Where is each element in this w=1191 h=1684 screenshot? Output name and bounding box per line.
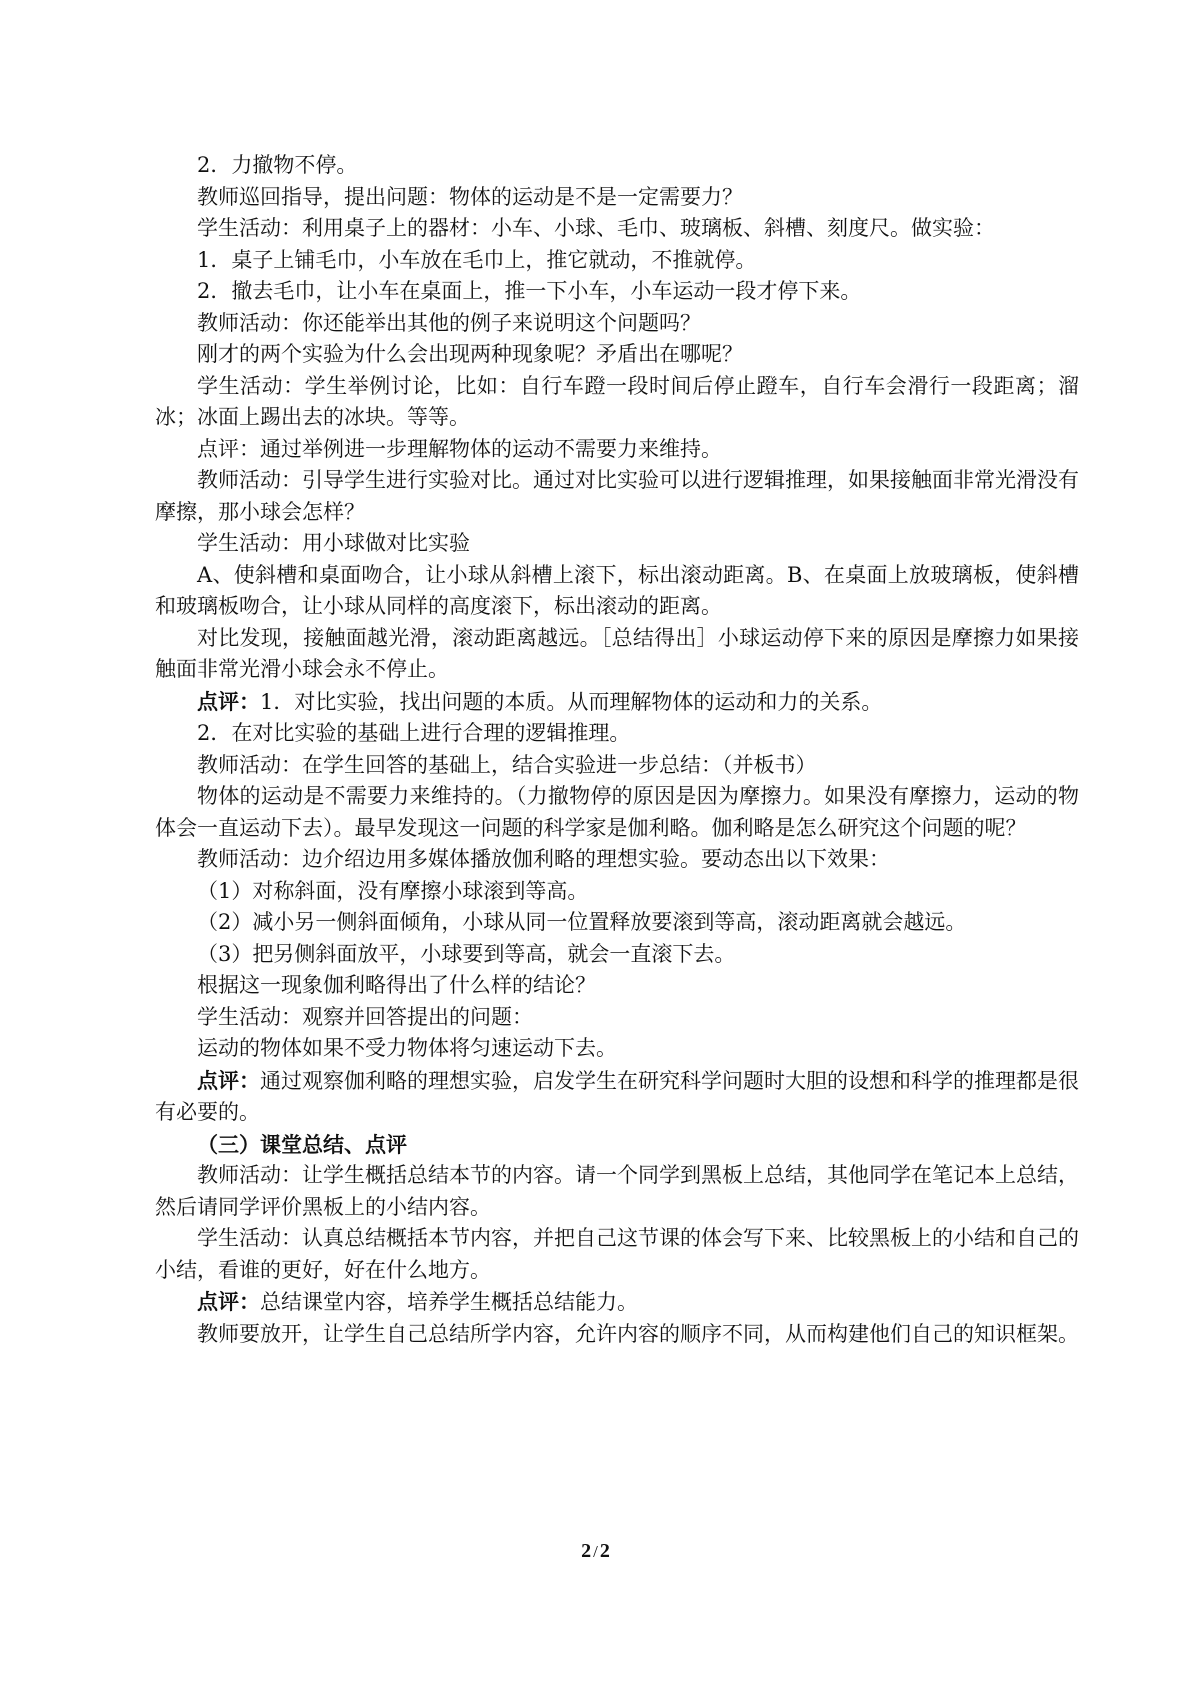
- paragraph: 教师巡回指导，提出问题：物体的运动是不是一定需要力？: [197, 184, 743, 209]
- paragraph: 教师活动：引导学生进行实验对比。通过对比实验可以进行逻辑推理，如果接触面非常光滑没有摩擦，那小球会怎样？: [155, 468, 1079, 524]
- paragraph: 根据这一现象伽利略得出了什么样的结论？: [197, 973, 596, 997]
- paragraph: 点评：通过举例进一步理解物体的运动不需要力来维持。: [197, 436, 722, 461]
- comment-lead: 点评：: [197, 1067, 260, 1093]
- comment-text: 通过观察伽利略的理想实验，启发学生在研究科学问题时大胆的设想和科学的推理都是很有必要的。: [155, 1068, 1079, 1124]
- page-number: [0, 1540, 1191, 1563]
- paragraph: A、使斜槽和桌面吻合，让小球从斜槽上滚下，标出滚动距离。B、在桌面上放玻璃板，使斜槽和玻璃板吻合，让小球从同样的高度滚下，标出滚动的距离。: [155, 562, 1079, 618]
- page-current: 2: [581, 1540, 592, 1562]
- page-separator: /: [593, 1542, 598, 1561]
- paragraph: 刚才的两个实验为什么会出现两种现象呢？矛盾出在哪呢？: [197, 342, 743, 366]
- paragraph: 2．力撤物不停。: [197, 153, 358, 177]
- paragraph: 学生活动：认真总结概括本节内容，并把自己这节课的体会写下来、比较黑板上的小结和自己的小结，看谁的更好，好在什么地方。: [155, 1226, 1079, 1282]
- paragraph: 1．桌子上铺毛巾，小车放在毛巾上，推它就动，不推就停。: [197, 247, 757, 272]
- paragraph: 2．在对比实验的基础上进行合理的逻辑推理。: [197, 721, 631, 745]
- comment-lead: 点评：: [197, 688, 260, 714]
- comment-paragraph: [155, 686, 1079, 719]
- paragraph: 对比发现，接触面越光滑，滚动距离越远。［总结得出］小球运动停下来的原因是摩擦力如果接触面非常光滑小球会永不停止。: [155, 625, 1079, 681]
- paragraph: 学生活动：学生举例讨论，比如：自行车蹬一段时间后停止蹬车，自行车会滑行一段距离；溜冰；冰面上踢出去的冰块。等等。: [155, 373, 1079, 429]
- paragraph: 运动的物体如果不受力物体将匀速运动下去。: [197, 1036, 617, 1060]
- comment-text: 总结课堂内容，培养学生概括总结能力。: [260, 1290, 638, 1314]
- comment-lead: 点评：: [197, 1289, 260, 1314]
- paragraph: 教师要放开，让学生自己总结所学内容，允许内容的顺序不同，从而构建他们自己的知识框架。: [197, 1321, 1079, 1346]
- comment-paragraph: [155, 1065, 1079, 1129]
- paragraph: （2）减小另一侧斜面倾角，小球从同一位置释放要滚到等高，滚动距离就会越远。: [197, 910, 967, 934]
- document-body: [155, 150, 1079, 1350]
- paragraph: 教师活动：在学生回答的基础上，结合实验进一步总结：（并板书）: [197, 752, 817, 777]
- paragraph: 教师活动：边介绍边用多媒体播放伽利略的理想实验。要动态出以下效果：: [197, 847, 890, 871]
- paragraph: （3）把另侧斜面放平，小球要到等高，就会一直滚下去。: [197, 941, 736, 966]
- paragraph: 物体的运动是不需要力来维持的。（力撤物停的原因是因为摩擦力。如果没有摩擦力，运动的物体会一直运动下去）。最早发现这一问题的科学家是伽利略。伽利略是怎么研究这个问题的呢？: [155, 784, 1079, 840]
- paragraph: 学生活动：用小球做对比实验: [197, 531, 470, 555]
- paragraph: 教师活动：你还能举出其他的例子来说明这个问题吗？: [197, 310, 701, 335]
- comment-text: 1．对比实验，找出问题的本质。从而理解物体的运动和力的关系。: [260, 689, 883, 714]
- paragraph: 学生活动：观察并回答提出的问题：: [197, 1004, 533, 1029]
- paragraph: 2．撤去毛巾，让小车在桌面上，推一下小车，小车运动一段才停下来。: [197, 279, 862, 303]
- page-total: 2: [599, 1540, 610, 1562]
- paragraph: 教师活动：让学生概括总结本节的内容。请一个同学到黑板上总结，其他同学在笔记本上总结，然后请同学评价黑板上的小结内容。: [155, 1163, 1079, 1219]
- paragraph: 学生活动：利用桌子上的器材：小车、小球、毛巾、玻璃板、斜槽、刻度尺。做实验：: [197, 216, 995, 240]
- section-heading: （三）课堂总结、点评: [197, 1131, 407, 1157]
- comment-paragraph: [155, 1286, 1079, 1319]
- paragraph: （1）对称斜面，没有摩擦小球滚到等高。: [197, 878, 589, 903]
